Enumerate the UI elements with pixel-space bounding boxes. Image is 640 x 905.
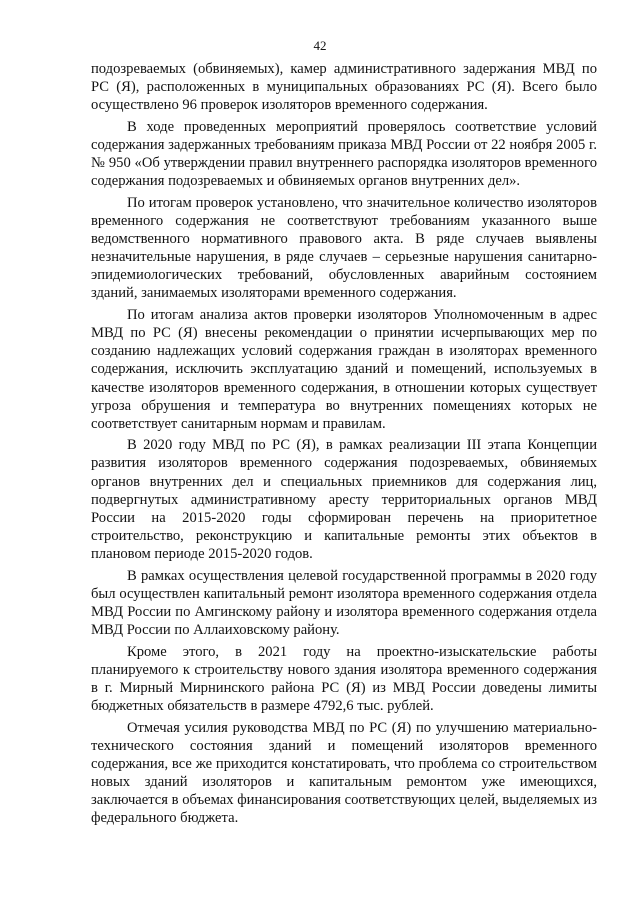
document-body	[91, 60, 597, 831]
paragraph-inspection-results: По итогам проверок установлено, что значительное количество изоляторов временного содержания не соответствуют требованиям указанного выше ведомственного нормативного правового акта. В ряде случаев выявлены незначительные нарушения, в ряде случаев – серьезные нарушения санитарно-эпидемиологических требований, обусловленных аварийным состоянием зданий, занимаемых изоляторами временного содержания.	[91, 194, 597, 302]
page-number: 42	[313, 38, 327, 53]
paragraph-state-program: В рамках осуществления целевой государственной программы в 2020 году был осуществлен капитальный ремонт изолятора временного содержания отдела МВД России по Амгинскому району и изолятора временного содержания отдела МВД России по Аллаиховскому району.	[91, 567, 597, 639]
paragraph-continuation: подозреваемых (обвиняемых), камер административного задержания МВД по РС (Я), расположенных в муниципальных образованиях РС (Я). Всего было осуществлено 96 проверок изоляторов временного содержания.	[91, 61, 597, 114]
paragraph-recommendations: По итогам анализа актов проверки изоляторов Уполномоченным в адрес МВД по РС (Я) внесены рекомендации о принятии исчерпывающих мер по созданию надлежащих условий содержания граждан в изоляторах временного содержания, исключить эксплуатацию зданий и помещений, используемых в качестве изоляторов временного содержания, в отношении которых существует угроза обрушения и температура во внутренних помещениях которых не соответствует санитарным нормам и правилам.	[91, 306, 597, 432]
paragraph-mirny-design: Кроме этого, в 2021 году на проектно-изыскательские работы планируемого к строительству нового здания изолятора временного содержания в г. Мирный Мирнинского района РС (Я) из МВД России доведены лимиты бюджетных обязательств в размере 4792,6 тыс. рублей.	[91, 643, 597, 715]
paragraph-concept-2020: В 2020 году МВД по РС (Я), в рамках реализации III этапа Концепции развития изоляторов временного содержания подозреваемых, обвиняемых органов внутренних дел и специальных приемников для содержания лиц, подвергнутых административному аресту территориальных органов МВД России на 2015-2020 годы сформирован перечень на приоритетное строительство, реконструкцию и капитальные ремонты этих объектов в плановом периоде 2015-2020 годов.	[91, 437, 597, 563]
paragraph-funding-problem: Отмечая усилия руководства МВД по РС (Я) по улучшению материально-технического состояния зданий и помещений изоляторов временного содержания, все же приходится констатировать, что проблема со строительством новых зданий изоляторов и капитальным ремонтом уже имеющихся, заключается в объемах финансирования соответствующих целей, выделяемых из федерального бюджета.	[91, 719, 597, 827]
paragraph-inspection-conditions: В ходе проведенных мероприятий проверялось соответствие условий содержания задержанных требованиям приказа МВД России от 22 ноября 2005 г. № 950 «Об утверждении правил внутреннего распорядка изоляторов временного содержания подозреваемых и обвиняемых органов внутренних дел».	[91, 118, 597, 190]
